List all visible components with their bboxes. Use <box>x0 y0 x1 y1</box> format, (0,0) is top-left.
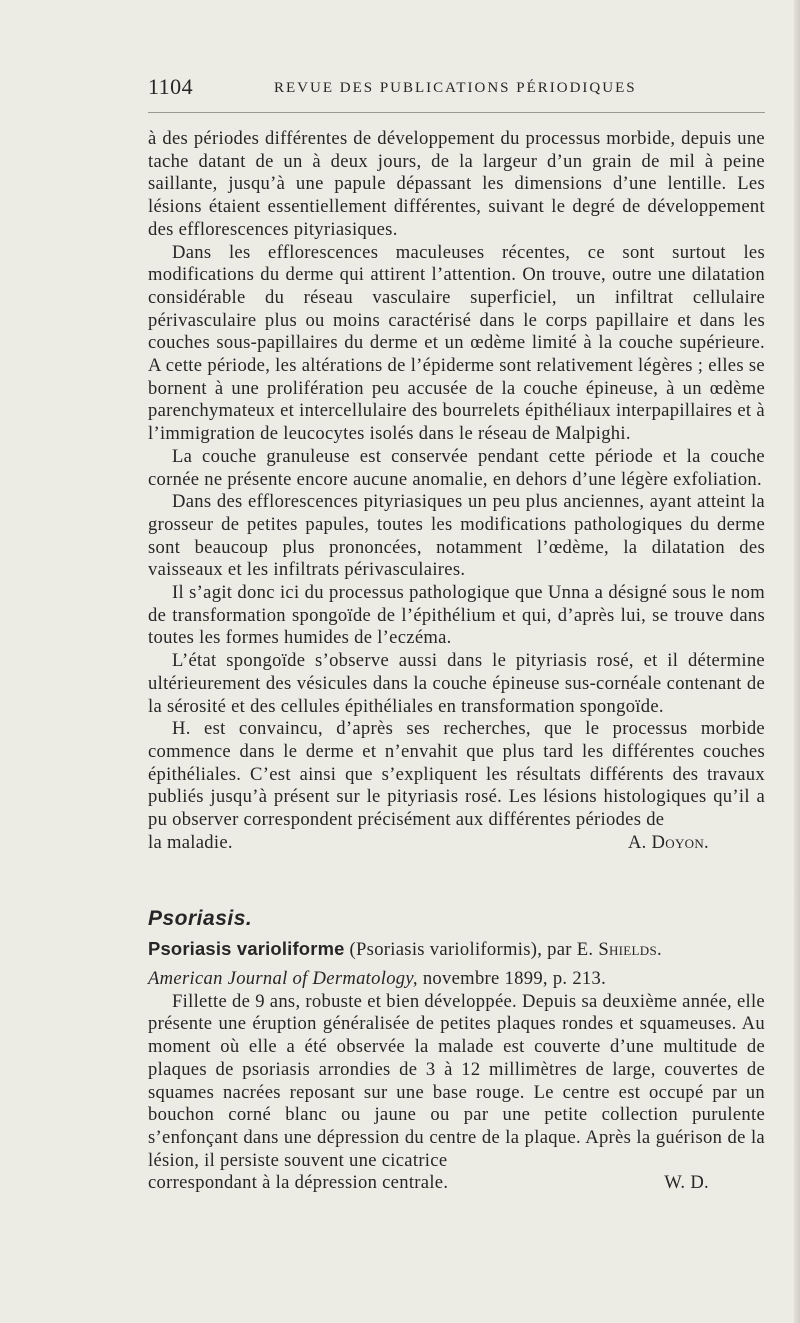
section-title: Psoriasis. <box>148 907 253 930</box>
article-2-body <box>148 968 765 1195</box>
article-title: Psoriasis varioliforme <box>148 938 345 959</box>
article-author: Shields. <box>598 939 662 960</box>
paragraph: Dans les efflorescences maculeuses récentes, ce sont surtout les modifications du derme qui attirent l’attention. On trouve, outre une dilatation considérable du réseau vasculaire superficiel, un infiltrat cellulaire périvasculaire plus ou moins caractérisé dans le corps papillaire et dans les couches sous-papillaires du derme et un œdème limité à la couche supérieure. A cette période, les altérations de l’épiderme sont relativement légères ; elles se bornent à une prolifération peu accusée de la couche épineuse, à un œdème parenchymateux et intercellulaire des bourrelets épithéliaux interpapillaires et à l’immigration de leucocytes isolés dans le réseau de Malpighi. <box>148 241 765 445</box>
running-title: REVUE DES PUBLICATIONS PÉRIODIQUES <box>274 80 637 96</box>
citation-rest: novembre 1899, p. 213. <box>417 968 607 989</box>
article-2-heading <box>148 938 765 962</box>
article-1-body <box>148 128 765 855</box>
paragraph-end: correspondant à la dépression centrale. <box>148 1172 449 1194</box>
paragraph-end: la maladie. <box>148 831 233 853</box>
article-title-rest: (Psoriasis varioliformis), par E. <box>344 939 599 960</box>
citation <box>148 968 765 991</box>
paragraph: L’état spongoïde s’observe aussi dans le pityriasis rosé, et il détermine ultérieurement des vésicules dans la couche épineuse sus-cornéale contenant de la sérosité et des cellules épithéliales en transformation spongoïde. <box>148 650 765 717</box>
page-number: 1104 <box>148 74 194 99</box>
journal-name: American Journal of Dermatology, <box>148 968 418 989</box>
signature-line <box>148 832 765 855</box>
paragraph: à des périodes différentes de développement du processus morbide, depuis une tache datant de un à deux jours, de la largeur d’un grain de mil à peine saillante, jusqu’à une papule dépassant les dimensions d’une lentille. Les lésions étaient essentiellement différentes, suivant le degré de développement des efflorescences pityriasiques. <box>148 128 765 240</box>
paragraph: Dans des efflorescences pityriasiques un peu plus anciennes, ayant atteint la grosseur de petites papules, toutes les modifications pathologiques du derme sont beaucoup plus prononcées, notamment l’œdème, la dilatation des vaisseaux et les infiltrats périvasculaires. <box>148 491 765 581</box>
header-rule <box>148 112 765 113</box>
paragraph: Fillette de 9 ans, robuste et bien développée. Depuis sa deuxième année, elle présente une éruption généralisée de petites plaques rondes et squameuses. Au moment où elle a été observée la malade est couverte d’une multitude de plaques de psoriasis arrondies de 3 à 12 millimètres de large, couvertes de squames nacrées reposant sur une base rouge. Le centre est occupé par un bouchon corné blanc ou jaune ou par une petite collection purulente s’enfonçant dans une dépression du centre de la plaque. Après la guérison de la lésion, il persiste souvent une cicatrice <box>148 990 765 1171</box>
signature: W. D. <box>664 1172 709 1194</box>
paragraph: H. est convaincu, d’après ses recherches, que le processus morbide commence dans le derme et n’envahit que plus tard les différentes couches épithéliales. C’est ainsi que s’expliquent les résultats différents des travaux publiés jusqu’à présent sur le pityriasis rosé. Les lésions histologiques qu’il a pu observer correspondent précisément aux différentes périodes de <box>148 718 765 831</box>
signature: A. Doyon. <box>627 831 709 853</box>
page-header <box>148 74 765 104</box>
paragraph: La couche granuleuse est conservée pendant cette période et la couche cornée ne présente encore aucune anomalie, en dehors d’une légère exfoliation. <box>148 445 765 490</box>
signature-line <box>148 1172 765 1195</box>
page-edge <box>794 0 800 1323</box>
paragraph: Il s’agit donc ici du processus pathologique que Unna a désigné sous le nom de transformation spongoïde de l’épithélium et qui, d’après lui, se trouve dans toutes les formes humides de l’eczéma. <box>148 582 765 649</box>
